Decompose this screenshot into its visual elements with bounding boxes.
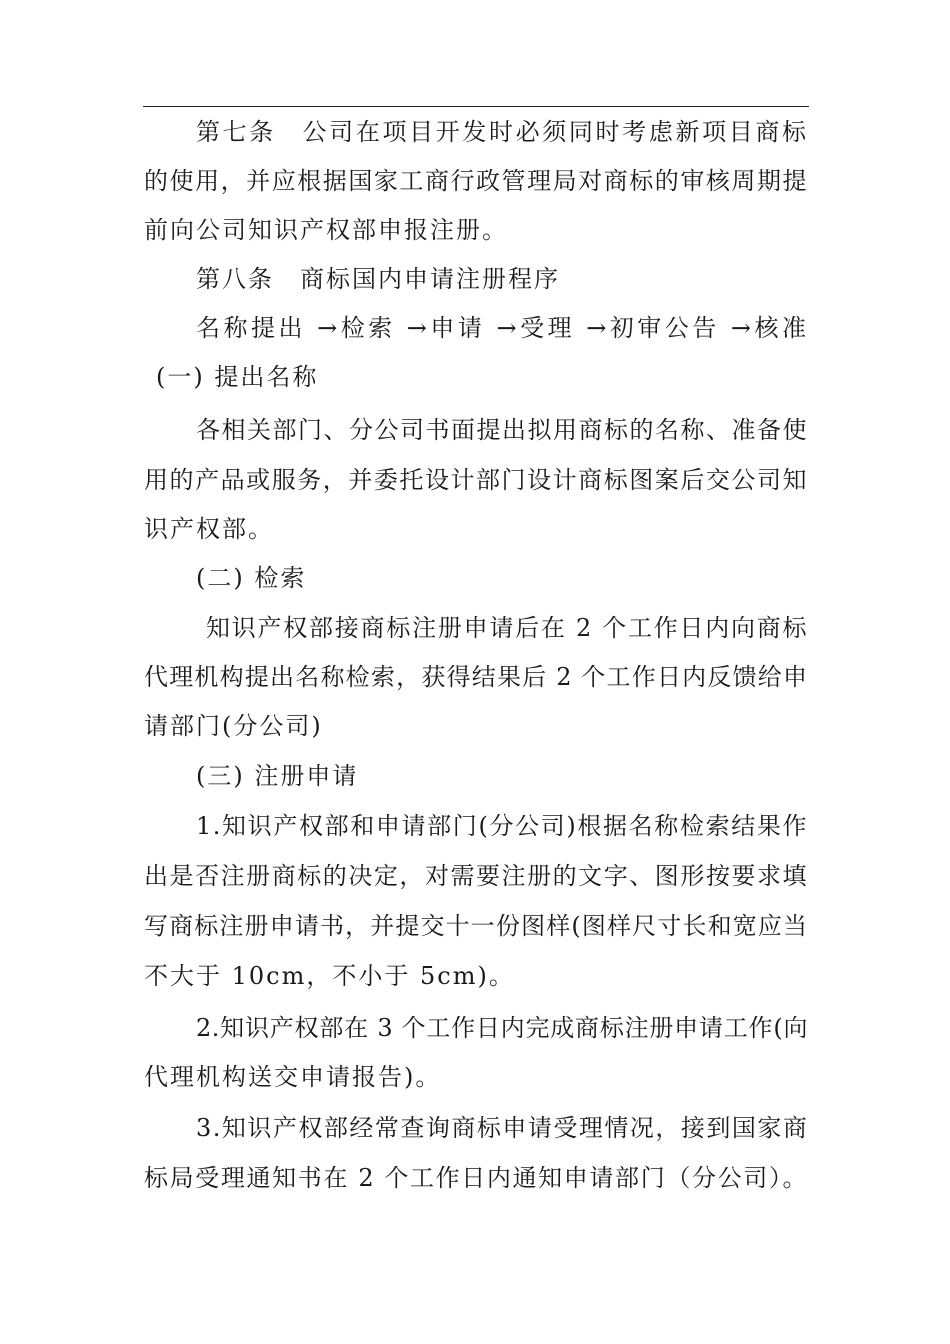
section-2-line-2: 代理机构提出名称检索，获得结果后 2 个工作日内反馈给申 [144,663,808,691]
section-2-heading: (二) 检索 [196,564,307,592]
item-1-line-3: 写商标注册申请书，并提交十一份图样(图样尺寸长和宽应当 [144,912,808,940]
article-7-line-3: 前向公司知识产权部申报注册。 [144,216,508,244]
item-3-line-1: 3.知识产权部经常查询商标申请受理情况，接到国家商 [196,1114,809,1142]
article-7-line-2: 的使用，并应根据国家工商行政管理局对商标的审核周期提 [144,167,808,195]
item-3-line-2: 标局受理通知书在 2 个工作日内通知申请部门（分公司）。 [144,1164,808,1192]
item-1-line-2: 出是否注册商标的决定，对需要注册的文字、图形按要求填 [144,862,808,890]
item-2-line-2: 代理机构送交申请报告)。 [144,1063,442,1091]
article-8-heading: 第八条 商标国内申请注册程序 [196,265,560,293]
procedure-flow: 名称提出 →检索 →申请 →受理 →初审公告 →核准 [196,314,808,342]
item-2-line-1: 2.知识产权部在 3 个工作日内完成商标注册申请工作(向 [196,1014,808,1042]
article-7-line-1: 第七条 公司在项目开发时必须同时考虑新项目商标 [196,118,808,146]
section-1-line-3: 识产权部。 [144,515,274,543]
section-2-line-3: 请部门(分公司) [144,712,323,740]
section-1-heading: (一) 提出名称 [156,363,319,391]
section-1-line-2: 用的产品或服务，并委托设计部门设计商标图案后交公司知 [144,466,808,494]
section-1-line-1: 各相关部门、分公司书面提出拟用商标的名称、准备使 [196,416,808,444]
section-2-line-1: 知识产权部接商标注册申请后在 2 个工作日内向商标 [206,614,808,642]
section-3-heading: (三) 注册申请 [196,762,359,790]
item-1-line-4: 不大于 10cm，不小于 5cm)。 [144,962,515,990]
item-1-line-1: 1.知识产权部和申请部门(分公司)根据名称检索结果作 [196,812,808,840]
